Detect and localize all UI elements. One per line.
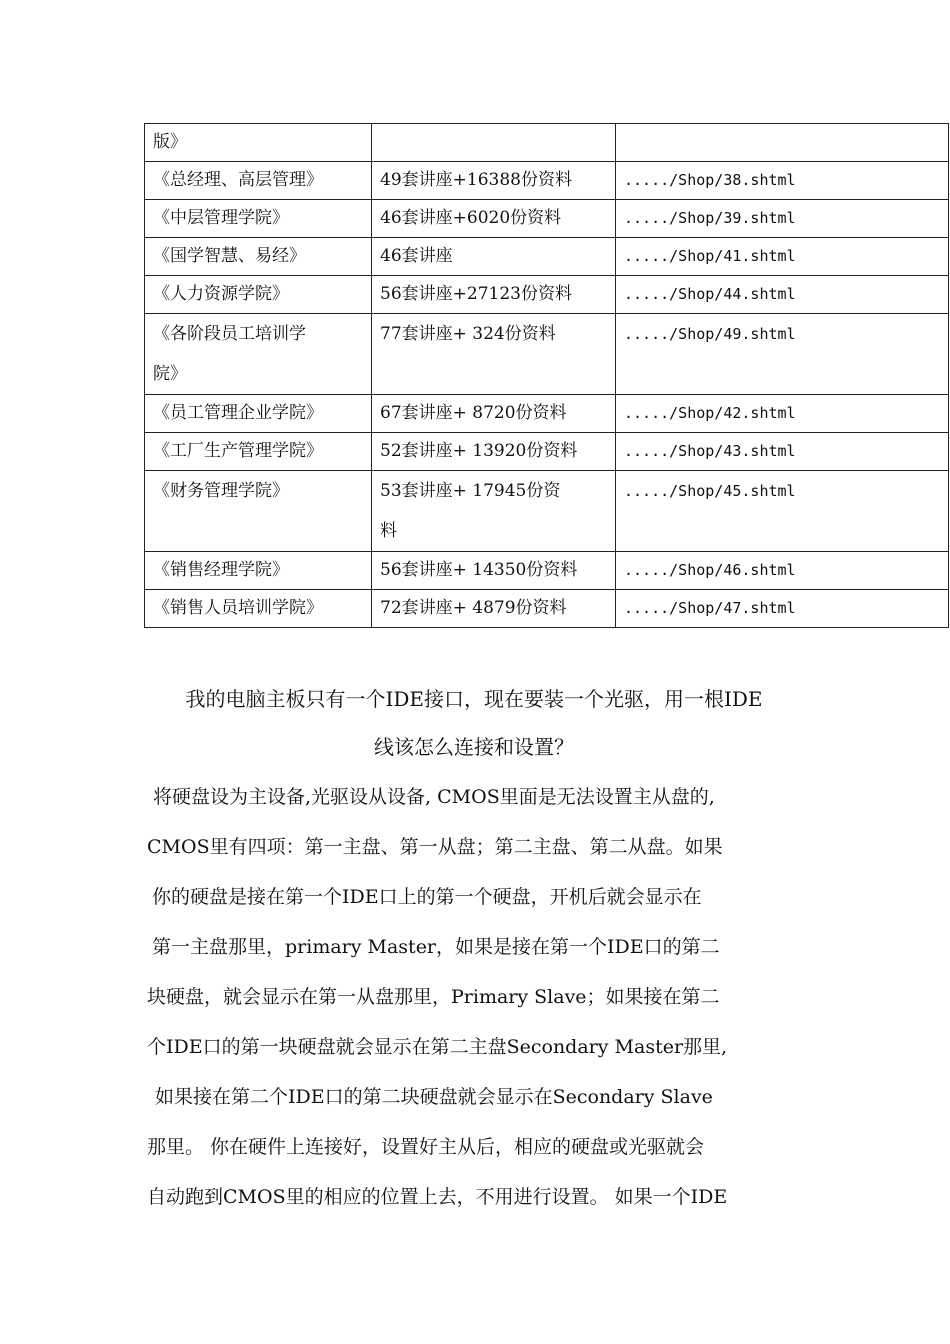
course-link-cell[interactable]: ...../Shop/43.shtml xyxy=(616,433,949,471)
table-row xyxy=(145,552,949,590)
course-name-line: 《各阶段员工培训学 xyxy=(153,324,306,344)
table-row xyxy=(145,314,949,395)
article-line: 第一主盘那里，primary Master，如果是接在第一个IDE口的第二 xyxy=(152,936,720,958)
course-content-cell: 46套讲座 xyxy=(372,238,616,276)
course-name-cell: 《总经理、高层管理》 xyxy=(145,162,372,200)
table-row xyxy=(145,200,949,238)
article-line: 个IDE口的第一块硬盘就会显示在第二主盘Secondary Master那里, xyxy=(147,1036,728,1058)
article-line: 块硬盘，就会显示在第一从盘那里，Primary Slave；如果接在第二 xyxy=(147,986,720,1008)
course-content-cell: 49套讲座+16388份资料 xyxy=(372,162,616,200)
course-name-line: 院》 xyxy=(153,364,187,384)
course-content-line: 料 xyxy=(380,521,397,541)
course-link-cell[interactable]: ...../Shop/39.shtml xyxy=(616,200,949,238)
course-name-cell: 版》 xyxy=(145,124,372,162)
course-catalog-table xyxy=(144,123,949,628)
table-row xyxy=(145,395,949,433)
article-body xyxy=(147,772,812,1222)
course-name-cell: 《中层管理学院》 xyxy=(145,200,372,238)
article-line: CMOS里有四项：第一主盘、第一从盘；第二主盘、第二从盘。如果 xyxy=(147,836,723,858)
course-name-cell: 《销售经理学院》 xyxy=(145,552,372,590)
course-link-cell[interactable]: ...../Shop/49.shtml xyxy=(616,314,949,395)
table-row xyxy=(145,162,949,200)
course-link-cell[interactable]: ...../Shop/47.shtml xyxy=(616,590,949,628)
course-content-cell: 56套讲座+ 14350份资料 xyxy=(372,552,616,590)
course-link-cell[interactable]: ...../Shop/41.shtml xyxy=(616,238,949,276)
article-title xyxy=(144,675,804,771)
article-line: 将硬盘设为主设备,光驱设从设备, CMOS里面是无法设置主从盘的, xyxy=(153,786,715,808)
course-link-cell[interactable]: ...../Shop/46.shtml xyxy=(616,552,949,590)
course-name-cell: 《国学智慧、易经》 xyxy=(145,238,372,276)
table-row xyxy=(145,590,949,628)
course-name-cell xyxy=(145,314,372,395)
article-title-line: 我的电脑主板只有一个IDE接口，现在要装一个光驱，用一根IDE xyxy=(185,687,763,711)
course-name-cell: 《销售人员培训学院》 xyxy=(145,590,372,628)
course-content-cell: 52套讲座+ 13920份资料 xyxy=(372,433,616,471)
course-name-cell: 《员工管理企业学院》 xyxy=(145,395,372,433)
course-content-cell xyxy=(372,124,616,162)
article-line: 自动跑到CMOS里的相应的位置上去，不用进行设置。 如果一个IDE xyxy=(147,1186,728,1208)
course-content-cell: 77套讲座+ 324份资料 xyxy=(372,314,616,395)
table-row xyxy=(145,471,949,552)
course-link-cell[interactable]: ...../Shop/45.shtml xyxy=(616,471,949,552)
table-row xyxy=(145,124,949,162)
course-content-cell: 67套讲座+ 8720份资料 xyxy=(372,395,616,433)
table-row xyxy=(145,433,949,471)
course-link-cell[interactable]: ...../Shop/42.shtml xyxy=(616,395,949,433)
course-name-cell: 《人力资源学院》 xyxy=(145,276,372,314)
course-name-cell: 《财务管理学院》 xyxy=(145,471,372,552)
course-content-cell: 56套讲座+27123份资料 xyxy=(372,276,616,314)
table-row xyxy=(145,238,949,276)
article-line: 如果接在第二个IDE口的第二块硬盘就会显示在Secondary Slave xyxy=(155,1086,713,1108)
course-link-cell xyxy=(616,124,949,162)
course-content-line: 53套讲座+ 17945份资 xyxy=(380,481,561,501)
article-line: 你的硬盘是接在第一个IDE口上的第一个硬盘，开机后就会显示在 xyxy=(152,886,702,908)
course-content-cell: 46套讲座+6020份资料 xyxy=(372,200,616,238)
course-content-cell: 72套讲座+ 4879份资料 xyxy=(372,590,616,628)
table-row xyxy=(145,276,949,314)
course-content-cell xyxy=(372,471,616,552)
course-link-cell[interactable]: ...../Shop/44.shtml xyxy=(616,276,949,314)
article-line: 那里。 你在硬件上连接好，设置好主从后，相应的硬盘或光驱就会 xyxy=(147,1136,705,1158)
course-name-cell: 《工厂生产管理学院》 xyxy=(145,433,372,471)
article-title-line: 线该怎么连接和设置？ xyxy=(374,735,574,759)
course-link-cell[interactable]: ...../Shop/38.shtml xyxy=(616,162,949,200)
